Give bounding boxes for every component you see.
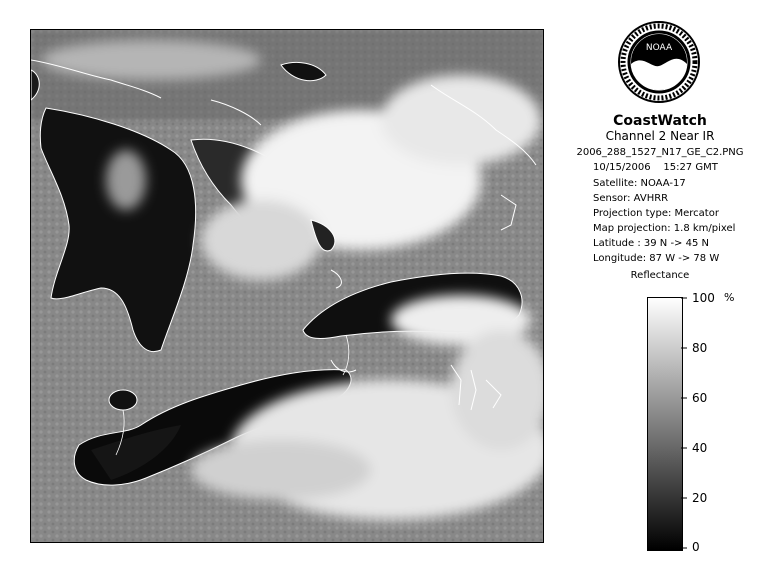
brand-title: CoastWatch bbox=[613, 113, 707, 129]
noaa-logo-icon bbox=[617, 18, 701, 112]
legend-title: Reflectance bbox=[630, 270, 690, 281]
satellite-image bbox=[30, 29, 544, 543]
tick-label-20: 20 bbox=[692, 491, 708, 505]
tick-label-0: 0 bbox=[692, 540, 700, 554]
satellite-line: Satellite: NOAA-17 bbox=[593, 178, 686, 189]
latitude-line: Latitude : 39 N -> 45 N bbox=[593, 238, 709, 249]
map-projection-line: Map projection: 1.8 km/pixel bbox=[593, 223, 736, 234]
reflectance-colorbar bbox=[647, 297, 683, 551]
tick-label-80: 80 bbox=[692, 341, 708, 355]
filename: 2006_288_1527_N17_GE_C2.PNG bbox=[576, 147, 744, 158]
tick-label-60: 60 bbox=[692, 391, 708, 405]
logo-center-text: NOAA bbox=[645, 43, 673, 53]
channel-label: Channel 2 Near IR bbox=[605, 129, 715, 143]
sensor-line: Sensor: AVHRR bbox=[593, 193, 669, 204]
acquisition-datetime: 10/15/2006 15:27 GMT bbox=[593, 162, 718, 173]
satellite-map bbox=[31, 30, 543, 542]
projection-type-line: Projection type: Mercator bbox=[593, 208, 719, 219]
legend-unit: % bbox=[724, 291, 735, 304]
tick-label-100: 100 bbox=[692, 291, 715, 305]
tick-label-40: 40 bbox=[692, 441, 708, 455]
longitude-line: Longitude: 87 W -> 78 W bbox=[593, 253, 720, 264]
lake-st-clair bbox=[109, 390, 137, 410]
